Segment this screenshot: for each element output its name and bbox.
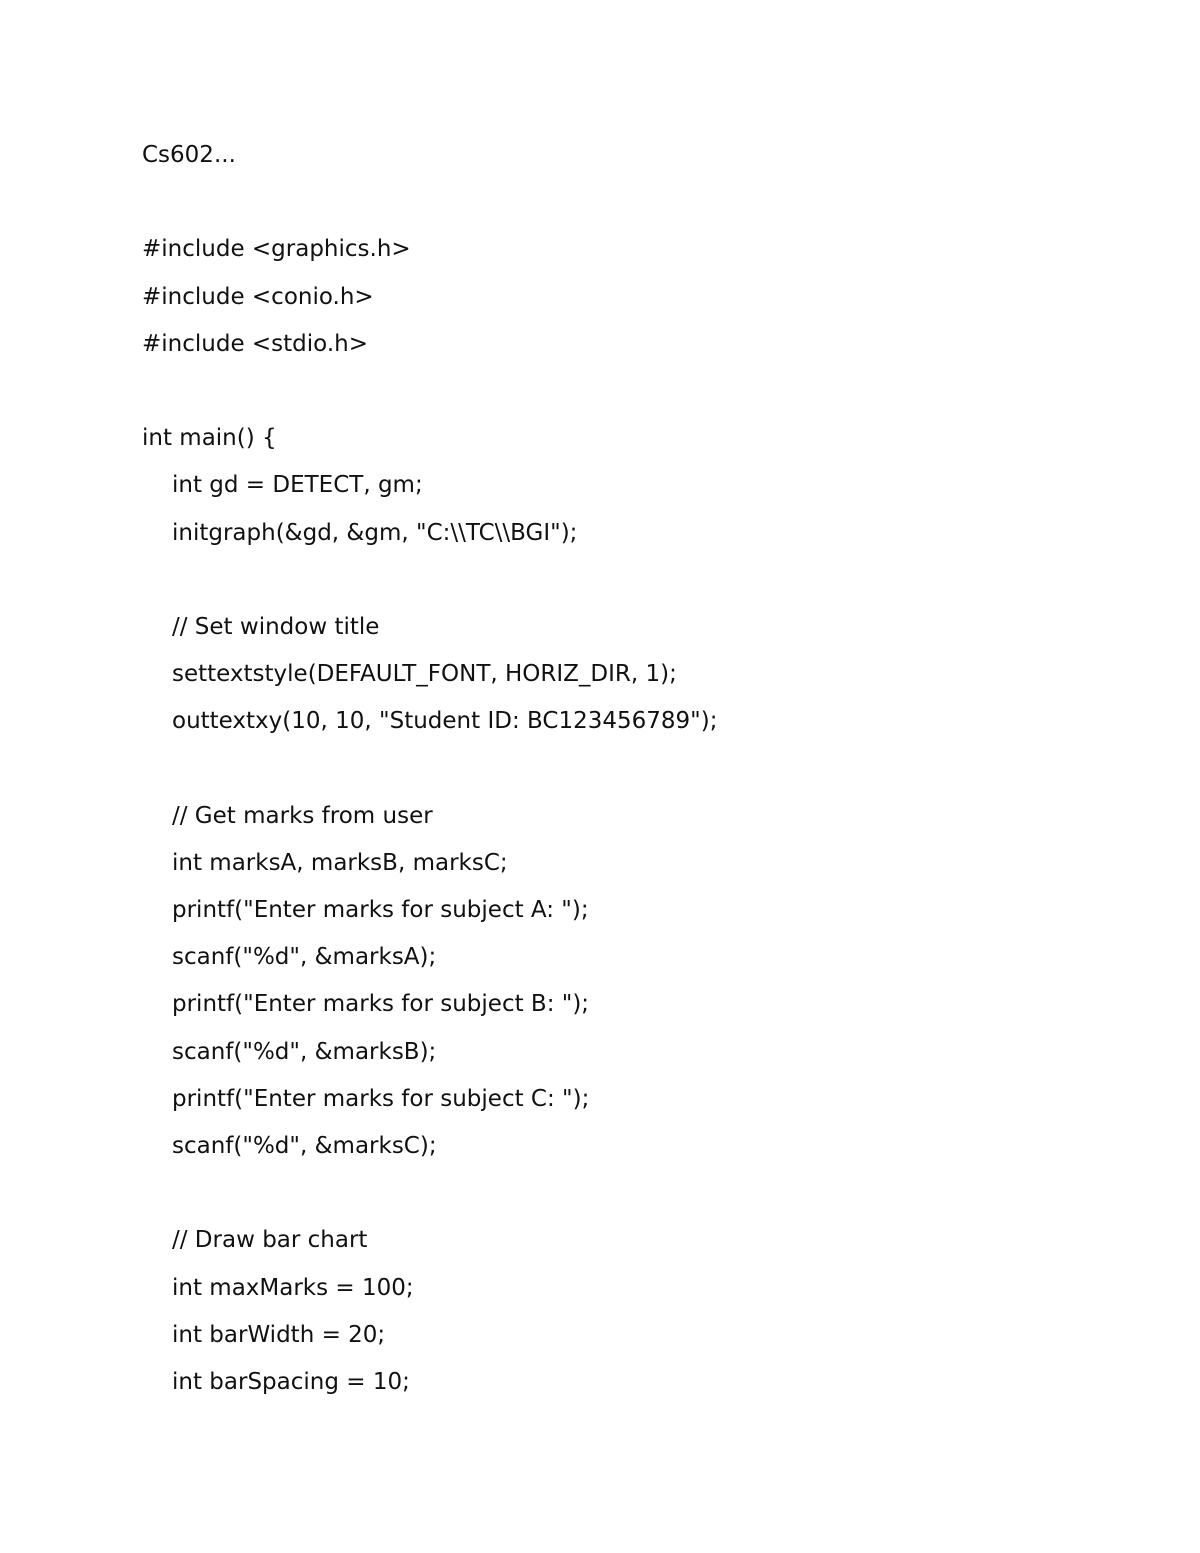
code-comment: // Draw bar chart xyxy=(172,1227,368,1254)
code-comment: // Set window title xyxy=(172,613,380,640)
blank-line xyxy=(142,1170,1102,1217)
blank-line xyxy=(142,368,1102,415)
code-line: scanf("%d", &marksB); xyxy=(172,1038,437,1065)
code-line: scanf("%d", &marksC); xyxy=(172,1132,437,1159)
code-line: #include <graphics.h> xyxy=(142,236,411,263)
code-line: int marksA, marksB, marksC; xyxy=(172,849,508,876)
code-line: scanf("%d", &marksA); xyxy=(172,944,437,971)
code-line: #include <stdio.h> xyxy=(142,330,369,357)
code-line: int barWidth = 20; xyxy=(172,1321,386,1348)
blank-line xyxy=(142,179,1102,226)
code-line: int maxMarks = 100; xyxy=(172,1274,414,1301)
code-line: int barSpacing = 10; xyxy=(172,1368,410,1395)
code-line: printf("Enter marks for subject C: "); xyxy=(172,1085,590,1112)
code-line: printf("Enter marks for subject B: "); xyxy=(172,991,590,1018)
code-line: #include <conio.h> xyxy=(142,283,374,310)
document-title: Cs602... xyxy=(142,142,236,168)
code-line: int main() { xyxy=(142,425,277,452)
code-comment: // Get marks from user xyxy=(172,802,433,829)
code-line: outtextxy(10, 10, "Student ID: BC123456789"); xyxy=(172,708,718,735)
code-line: int gd = DETECT, gm; xyxy=(172,472,423,499)
code-line: initgraph(&gd, &gm, "C:\\TC\\BGI"); xyxy=(172,519,578,546)
blank-line xyxy=(142,557,1102,604)
document-body xyxy=(142,132,1102,1406)
code-line: printf("Enter marks for subject A: "); xyxy=(172,897,589,923)
code-line: settextstyle(DEFAULT_FONT, HORIZ_DIR, 1); xyxy=(172,661,677,688)
blank-line xyxy=(142,745,1102,792)
